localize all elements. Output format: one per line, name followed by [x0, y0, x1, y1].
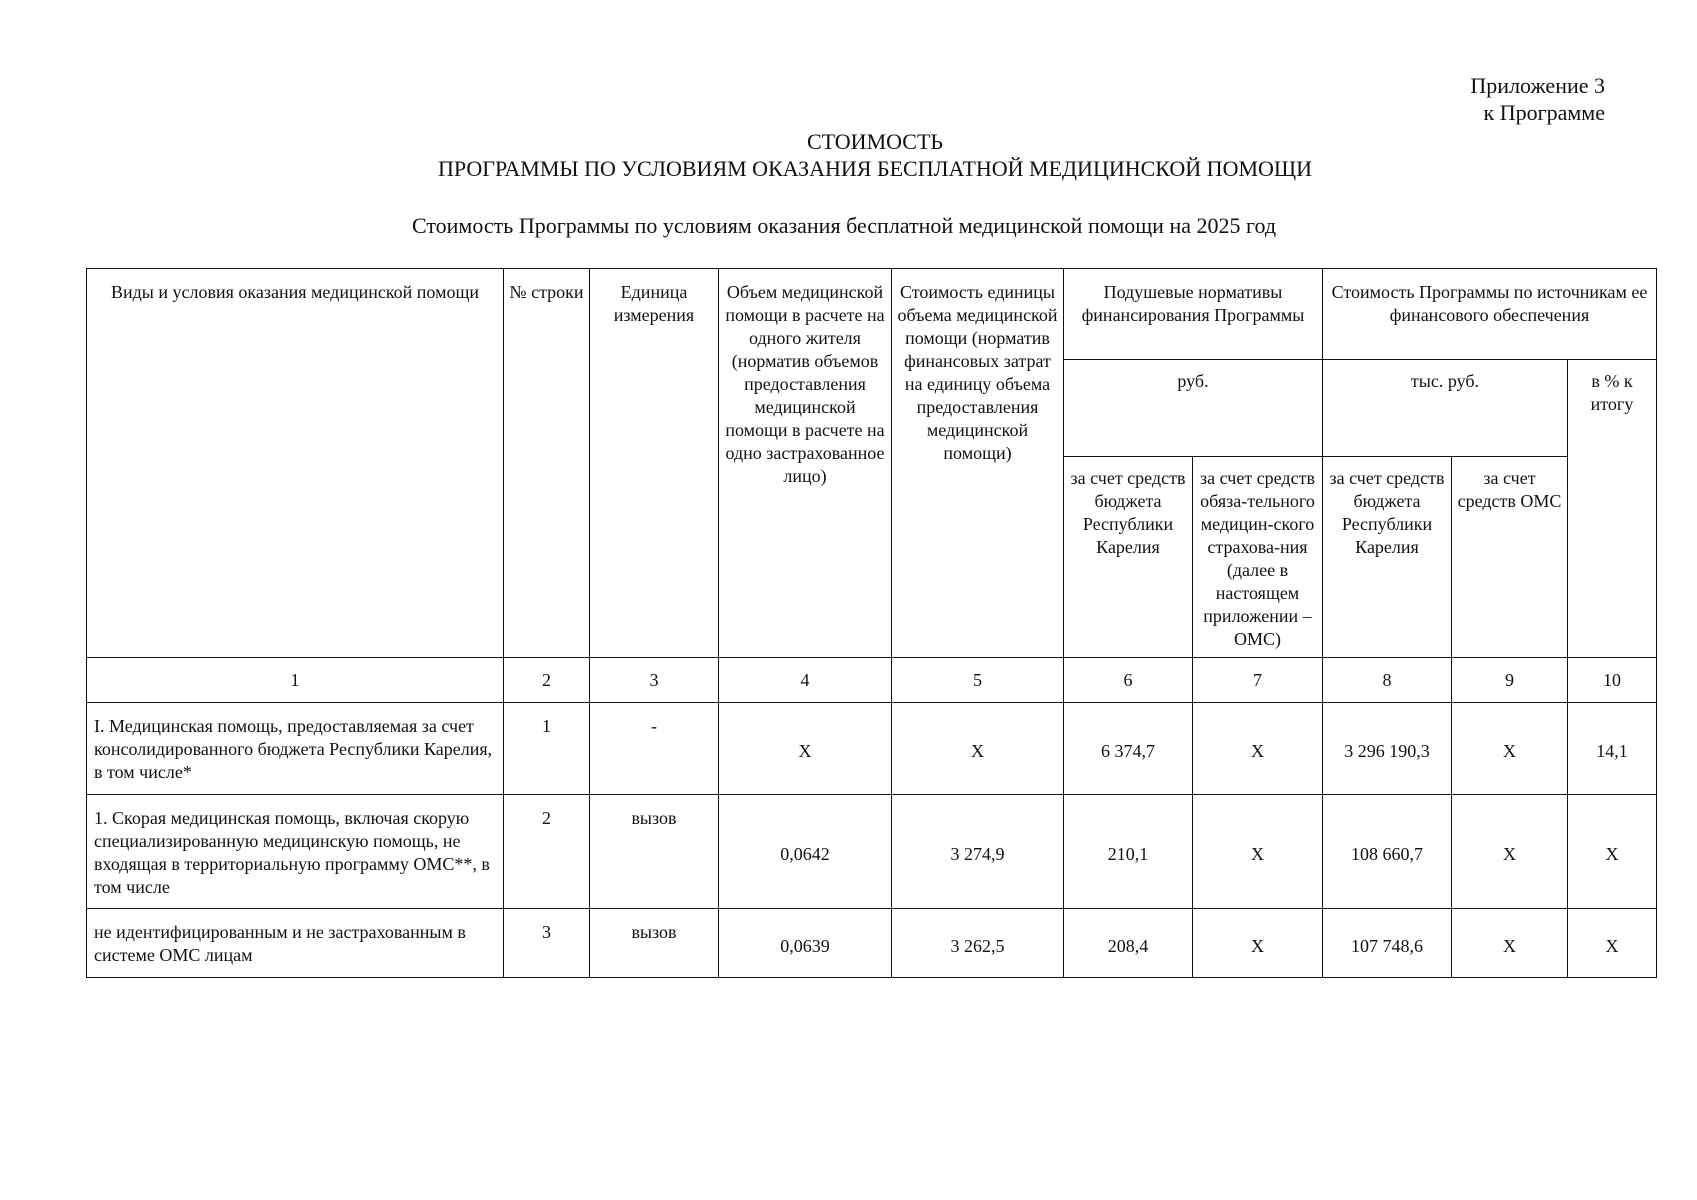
column-number: 3 — [590, 658, 719, 703]
cost-table — [86, 268, 1657, 978]
appendix-line-1: Приложение 3 — [1470, 73, 1605, 98]
row-percent: X — [1568, 795, 1657, 909]
column-number: 6 — [1064, 658, 1193, 703]
row-unit-cost: X — [892, 703, 1064, 795]
header-row-1 — [87, 269, 1657, 360]
column-number-row — [87, 658, 1657, 703]
header-budget-per-capita: за счет средств бюджета Республики Карелия — [1064, 457, 1193, 658]
row-name: 1. Скорая медицинская помощь, включая скорую специализированную медицинскую помощь, не входящая в территориальную программу ОМС**, в том числе — [87, 795, 504, 909]
header-cost-by-source: Стоимость Программы по источникам ее финансового обеспечения — [1323, 269, 1657, 360]
row-unit-cost: 3 274,9 — [892, 795, 1064, 909]
row-oms-total: X — [1452, 909, 1568, 978]
row-budget-total: 3 296 190,3 — [1323, 703, 1452, 795]
header-kind: Виды и условия оказания медицинской помощи — [87, 269, 504, 658]
column-number: 10 — [1568, 658, 1657, 703]
header-thous-rub: тыс. руб. — [1323, 360, 1568, 457]
row-budget-per-capita: 6 374,7 — [1064, 703, 1193, 795]
row-name: не идентифицированным и не застрахованным в системе ОМС лицам — [87, 909, 504, 978]
table-caption: Стоимость Программы по условиям оказания бесплатной медицинской помощи на 2025 год — [411, 213, 1277, 238]
row-oms-total: X — [1452, 795, 1568, 909]
header-rub: руб. — [1064, 360, 1323, 457]
row-oms-per-capita: X — [1193, 703, 1323, 795]
row-budget-per-capita: 208,4 — [1064, 909, 1193, 978]
row-oms-per-capita: X — [1193, 795, 1323, 909]
column-number: 1 — [87, 658, 504, 703]
table-row — [87, 909, 1657, 978]
row-oms-per-capita: X — [1193, 909, 1323, 978]
header-oms-total: за счет средств ОМС — [1452, 457, 1568, 658]
column-number: 2 — [504, 658, 590, 703]
header-volume: Объем медицинской помощи в расчете на одного жителя (норматив объемов предоставления медицинской помощи в расчете на одно застрахованное лицо) — [719, 269, 892, 658]
row-unit: вызов — [590, 795, 719, 909]
title-line-1: СТОИМОСТЬ — [806, 129, 944, 154]
row-line-number: 3 — [504, 909, 590, 978]
row-volume: X — [719, 703, 892, 795]
table-row — [87, 795, 1657, 909]
row-oms-total: X — [1452, 703, 1568, 795]
row-percent: X — [1568, 909, 1657, 978]
row-volume: 0,0642 — [719, 795, 892, 909]
appendix-line-2: к Программе — [1483, 100, 1605, 125]
row-name: I. Медицинская помощь, предоставляемая за счет консолидированного бюджета Республики Карелия, в том числе* — [87, 703, 504, 795]
header-budget-total: за счет средств бюджета Республики Карелия — [1323, 457, 1452, 658]
row-volume: 0,0639 — [719, 909, 892, 978]
column-number: 7 — [1193, 658, 1323, 703]
appendix-label — [1470, 72, 1605, 126]
column-number: 8 — [1323, 658, 1452, 703]
column-number: 9 — [1452, 658, 1568, 703]
row-unit: - — [590, 703, 719, 795]
row-unit-cost: 3 262,5 — [892, 909, 1064, 978]
title-line-2: ПРОГРАММЫ ПО УСЛОВИЯМ ОКАЗАНИЯ БЕСПЛАТНОЙ МЕДИЦИНСКОЙ ПОМОЩИ — [437, 156, 1312, 181]
column-number: 4 — [719, 658, 892, 703]
row-line-number: 2 — [504, 795, 590, 909]
header-unit-cost: Стоимость единицы объема медицинской помощи (норматив финансовых затрат на единицу объема предоставления медицинской помощи) — [892, 269, 1064, 658]
header-unit: Единица измерения — [590, 269, 719, 658]
table-row — [87, 703, 1657, 795]
row-line-number: 1 — [504, 703, 590, 795]
header-per-capita: Подушевые нормативы финансирования Программы — [1064, 269, 1323, 360]
row-budget-total: 107 748,6 — [1323, 909, 1452, 978]
header-percent: в % к итогу — [1568, 360, 1657, 658]
header-oms-per-capita: за счет средств обяза-тельного медицин-ского страхова-ния (далее в настоящем приложении – ОМС) — [1193, 457, 1323, 658]
row-budget-per-capita: 210,1 — [1064, 795, 1193, 909]
row-unit: вызов — [590, 909, 719, 978]
header-line-number: № строки — [504, 269, 590, 658]
row-budget-total: 108 660,7 — [1323, 795, 1452, 909]
row-percent: 14,1 — [1568, 703, 1657, 795]
document-title — [0, 128, 1697, 182]
column-number: 5 — [892, 658, 1064, 703]
